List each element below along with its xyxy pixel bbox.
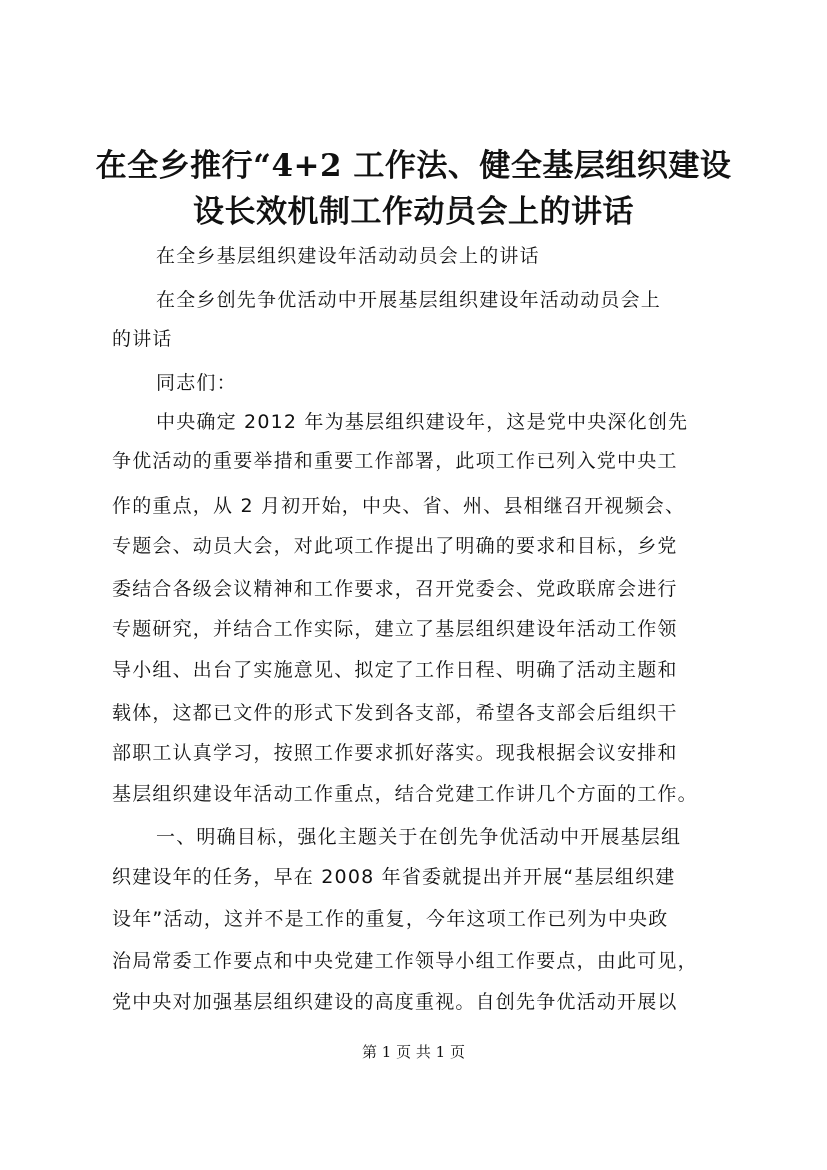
body-line: 导小组、出台了实施意见、拟定了工作日程、明确了活动主题和	[112, 659, 678, 681]
body-line: 设年”活动，这并不是工作的重复，今年这项工作已列为中央政	[112, 908, 669, 930]
body-line: 在全乡创先争优活动中开展基层组织建设年活动动员会上	[156, 289, 662, 311]
body-line: 一、明确目标，强化主题关于在创先争优活动中开展基层组	[156, 826, 682, 848]
body-line: 部职工认真学习，按照工作要求抓好落实。现我根据会议安排和	[112, 742, 678, 764]
body-line: 基层组织建设年活动工作重点，结合党建工作讲几个方面的工作。	[112, 783, 698, 805]
title-line-1: 在全乡推行“4+2 工作法、健全基层组织建设	[95, 148, 732, 184]
body-line: 委结合各级会议精神和工作要求，召开党委会、党政联席会进行	[112, 578, 678, 600]
body-line: 党中央对加强基层组织建设的高度重视。自创先争优活动开展以	[112, 991, 678, 1013]
body-line: 专题研究，并结合工作实际，建立了基层组织建设年活动工作领	[112, 618, 678, 640]
body-line: 载体，这都已文件的形式下发到各支部，希望各支部会后组织干	[112, 702, 678, 724]
body-line: 争优活动的重要举措和重要工作部署，此项工作已列入党中央工	[112, 450, 678, 472]
body-line: 治局常委工作要点和中央党建工作领导小组工作要点，由此可见，	[112, 950, 698, 972]
body-line: 作的重点，从 2 月初开始，中央、省、州、县相继召开视频会、	[112, 495, 686, 517]
body-line: 专题会、动员大会，对此项工作提出了明确的要求和目标，乡党	[112, 535, 678, 557]
page-footer: 第 1 页 共 1 页	[362, 1043, 465, 1061]
body-line: 在全乡基层组织建设年活动动员会上的讲话	[156, 245, 540, 267]
title-line-2: 设长效机制工作动员会上的讲话	[193, 194, 634, 230]
body-line: 的讲话	[112, 328, 173, 350]
body-line: 中央确定 2012 年为基层组织建设年，这是党中央深化创先	[156, 411, 689, 433]
body-line: 同志们：	[156, 372, 237, 394]
body-line: 织建设年的任务，早在 2008 年省委就提出并开展“基层组织建	[112, 866, 676, 888]
